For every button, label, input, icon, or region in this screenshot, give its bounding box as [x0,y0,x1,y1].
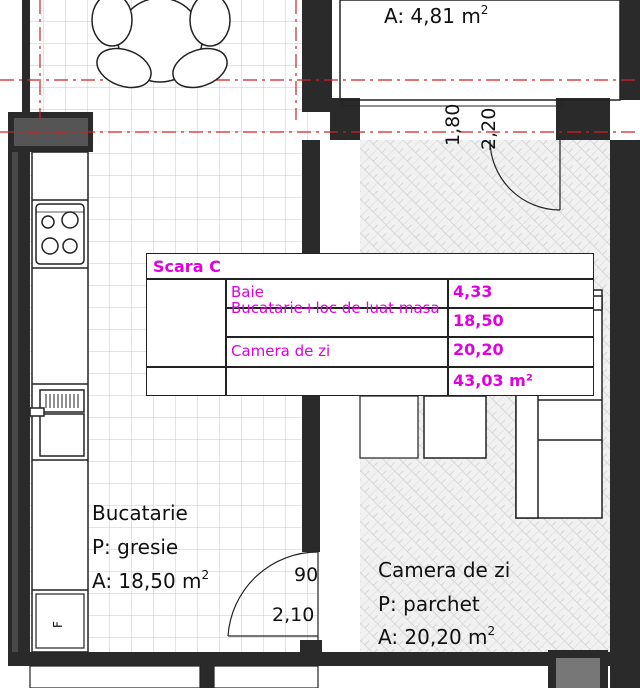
top-room-area-text: A: 4,81 m [384,4,481,28]
kitchen-area [92,568,210,593]
top-room-area-sup: 2 [480,3,489,17]
kitchen-area-sup: 2 [201,568,210,582]
legend-row-area-camera: 20,20 [453,340,504,359]
living-area-sup: 2 [487,624,496,638]
top-door-height [480,108,499,150]
hall-floor [318,140,360,660]
legend-total: 43,03 m² [453,371,533,390]
living-floor: P: parchet [378,592,480,616]
coffee-table [424,396,486,458]
top-door-width-value: 80 [442,103,464,128]
top-room-area [384,3,489,28]
area-legend-table [146,253,594,396]
living-area-text: A: 20,20 m [378,625,488,649]
living-area [378,624,496,649]
legend-title: Scara C [153,257,221,276]
top-door-width-prefix: 1, [442,127,464,146]
kitchen-floor: P: gresie [92,535,179,559]
legend-row-name-baie: Baie [231,283,264,301]
top-door-height-value: 2,20 [478,107,500,150]
kitchen-area-text: A: 18,50 m [92,569,202,593]
legend-row-name-bucatarie: Bucatarie+loc de luat masa [231,299,440,317]
legend-row-area-baie: 4,33 [453,282,493,301]
kitchen-name: Bucatarie [92,501,188,525]
fridge-mark: F [51,621,65,628]
legend-row-name-camera: Camera de zi [231,342,331,360]
living-name: Camera de zi [378,558,511,582]
top-door-width [444,104,463,146]
bottom-door-width: 90 [294,564,319,586]
legend-row-area-bucatarie: 18,50 [453,311,504,330]
bottom-door-height: 2,10 [272,604,315,626]
